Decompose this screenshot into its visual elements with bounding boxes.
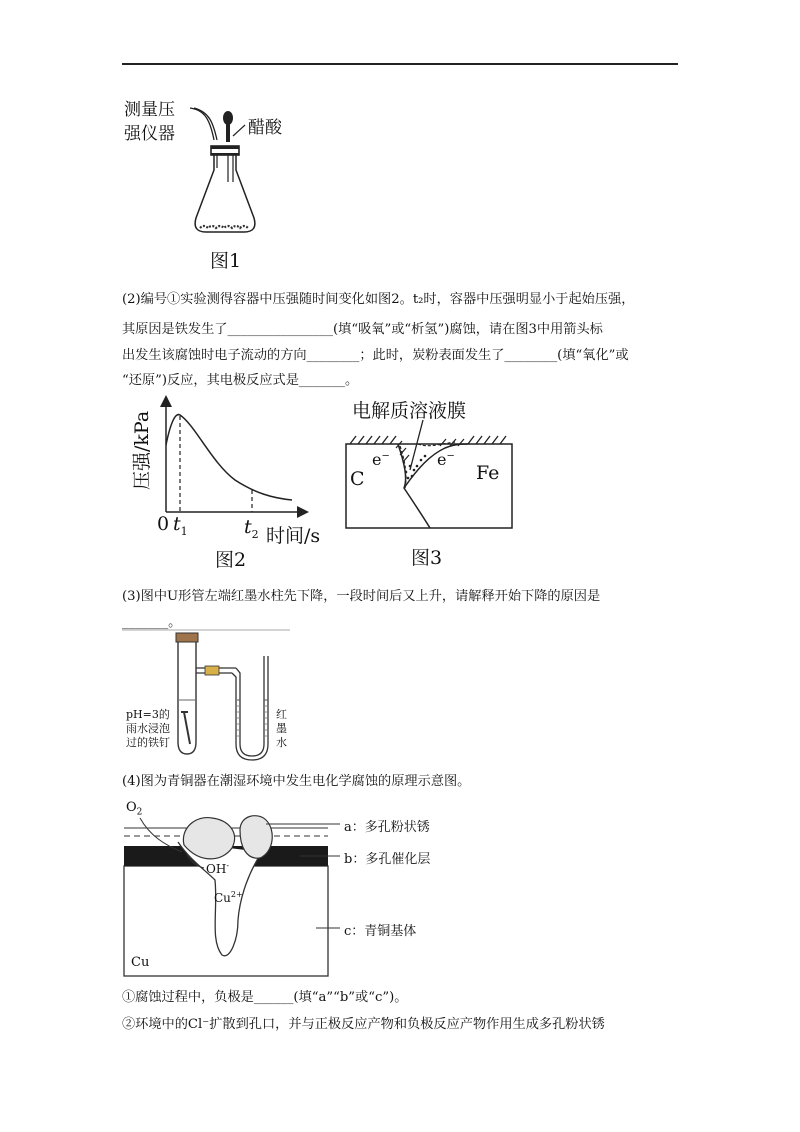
q4-sub-1: ①腐蚀过程中，负极是______(填“a”“b”或“c”)。 — [122, 990, 408, 1005]
copper-ion-label: $Cu^{2+}$ — [214, 890, 243, 905]
figure-3-caption: 图3 — [411, 547, 443, 569]
q4-sub-2: ②环境中的Cl⁻扩散到孔口，并与正极反应产物和负极反应产物作用生成多孔粉状锈 — [122, 1017, 605, 1032]
nail-label: pH=3的 雨水浸泡 过的铁钉 — [126, 708, 170, 749]
q3-line-1: (3)图中U形管左端红墨水柱先下降，一段时间后又上升，请解释开始下降的原因是 — [122, 589, 601, 604]
origin-label: 0 — [157, 513, 170, 535]
q2-line-1: (2)编号①实验测得容器中压强随时间变化如图2。t₂时，容器中压强明显小于起始压强， — [122, 292, 635, 307]
t1-label: $t_1$ — [173, 513, 188, 538]
t2-label: $t_2$ — [244, 516, 259, 541]
gauge-label-line1: 测量压 — [124, 100, 175, 120]
x-axis-label: 时间/s — [266, 525, 321, 547]
electron-label-2: e− — [437, 450, 455, 469]
iron-label: Fe — [476, 462, 500, 484]
layer-c-label: c：青铜基体 — [344, 924, 417, 939]
red-ink-label: 红 墨 水 — [276, 708, 287, 749]
figure-1-caption: 图1 — [210, 250, 242, 272]
layer-a-label: a：多孔粉状锈 — [344, 820, 430, 835]
copper-label: Cu — [131, 955, 150, 970]
q2-line-2: 其原因是铁发生了________________(填“吸氧”或“析氢”)腐蚀，请在图3中用箭头标 — [122, 322, 603, 337]
q4-line-1: (4)图为青铜器在潮湿环境中发生电化学腐蚀的原理示意图。 — [122, 774, 471, 789]
q3-line-2: _______。 — [122, 615, 182, 630]
o2-label: $O_2$ — [126, 800, 143, 818]
q2-line-3: 出发生该腐蚀时电子流动的方向________；此时，炭粉表面发生了________(填“氧化”或 — [122, 348, 629, 363]
q2-line-4: “还原”)反应，其电极反应式是_______。 — [122, 373, 359, 388]
electron-label-1: e− — [372, 450, 390, 469]
figure-2-caption: 图2 — [215, 549, 247, 571]
gauge-label-line2: 强仪器 — [124, 124, 175, 144]
acetic-acid-label: 醋酸 — [248, 118, 282, 138]
layer-b-label: b：多孔催化层 — [344, 852, 431, 867]
carbon-label: C — [350, 468, 365, 490]
electrolyte-film-label: 电解质溶液膜 — [352, 400, 467, 422]
hydroxide-label: OH- — [206, 861, 230, 876]
